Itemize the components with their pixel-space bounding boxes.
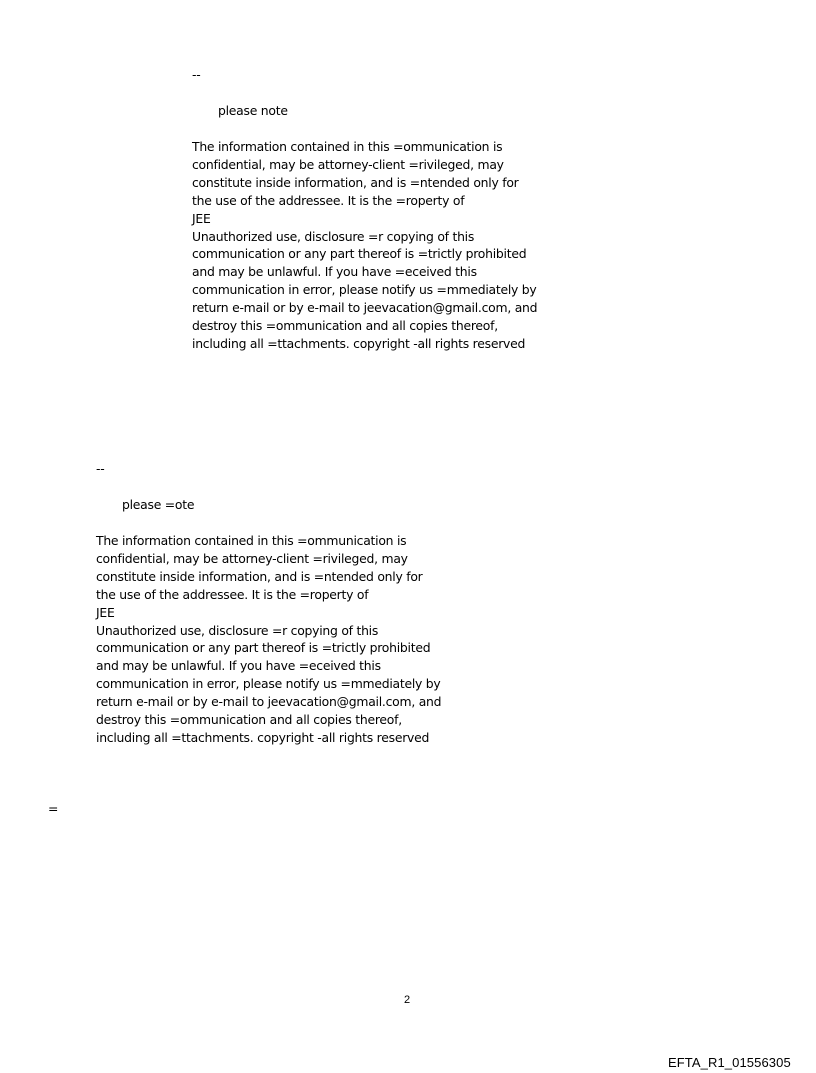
trailing-equals: = [48,801,59,816]
notice-line: communication in error, please notify us =mmediately by [96,676,441,692]
notice-line: return e-mail or by e-mail to jeevacation@gmail.com, and [192,300,538,316]
notice-line: communication in error, please notify us =mmediately by [192,282,537,298]
notice-line: Unauthorized use, disclosure =r copying of this [96,622,379,638]
notice-line: return e-mail or by e-mail to jeevacation@gmail.com, and [96,694,442,710]
notice-line: confidential, may be attorney-client =rivileged, may [192,156,504,172]
note-heading-1: please note [218,103,288,118]
document-id: EFTA_R1_01556305 [668,1055,791,1070]
separator-2: -- [96,461,105,476]
notice-line: The information contained in this =ommunication is [96,533,407,548]
notice-line: Unauthorized use, disclosure =r copying of this [192,228,475,244]
notice-line: including all =ttachments. copyright -all rights reserved [192,335,526,351]
notice-line: destroy this =ommunication and all copies thereof, [96,712,402,728]
notice-line: confidential, may be attorney-client =rivileged, may [96,550,408,566]
note-heading-2: please =ote [122,497,195,512]
notice-line: JEE [96,604,115,620]
confidentiality-notice-1 [192,138,537,353]
notice-line: and may be unlawful. If you have =eceived this [192,264,477,280]
notice-line: constitute inside information, and is =ntended only for [192,174,519,190]
notice-line: constitute inside information, and is =ntended only for [96,568,423,584]
notice-line: the use of the addressee. It is the =roperty of [192,192,465,208]
notice-line: communication or any part thereof is =trictly prohibited [96,640,431,656]
notice-line: and may be unlawful. If you have =eceived this [96,658,381,674]
notice-line: the use of the addressee. It is the =roperty of [96,586,369,602]
notice-line: including all =ttachments. copyright -all rights reserved [96,729,430,745]
separator-1: -- [192,67,201,82]
page-number: 2 [404,994,411,1006]
notice-line: JEE [192,210,211,226]
notice-line: destroy this =ommunication and all copies thereof, [192,318,498,334]
confidentiality-notice-2 [96,532,441,747]
notice-line: communication or any part thereof is =trictly prohibited [192,246,527,262]
notice-line: The information contained in this =ommunication is [192,139,503,154]
